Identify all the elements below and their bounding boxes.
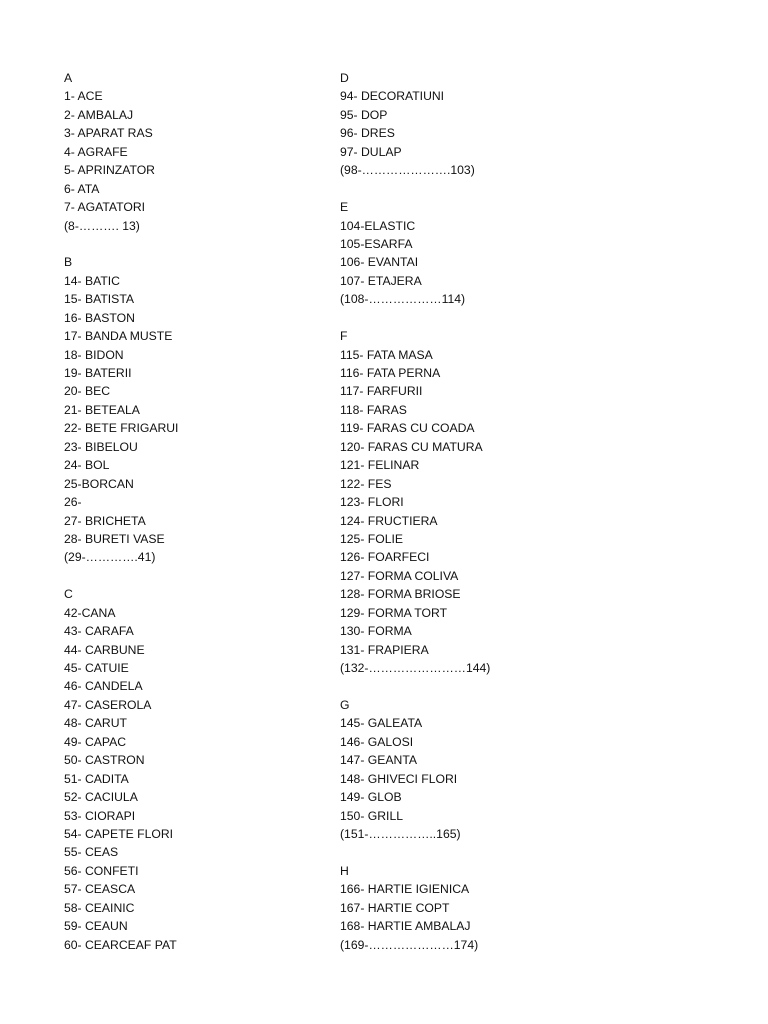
list-item: 47- CASEROLA <box>64 697 152 712</box>
list-item: 6- ATA <box>64 181 100 196</box>
list-item: 22- BETE FRIGARUI <box>64 421 179 436</box>
list-item: 128- FORMA BRIOSE <box>340 587 461 602</box>
list-item: 167- HARTIE COPT <box>340 900 450 915</box>
list-item: (151-……………..165) <box>340 826 461 841</box>
list-item: 49- CAPAC <box>64 734 127 749</box>
list-item: 14- BATIC <box>64 273 120 288</box>
list-item: 57- CEASCA <box>64 882 136 897</box>
section-spacer <box>64 235 324 253</box>
list-item: 3- APARAT RAS <box>64 126 153 141</box>
list-item: 52- CACIULA <box>64 790 138 805</box>
list-item: 27- BRICHETA <box>64 513 146 528</box>
list-item: 2- AMBALAJ <box>64 107 134 122</box>
list-item: 24- BOL <box>64 458 110 473</box>
list-item: 115- FATA MASA <box>340 347 433 362</box>
list-item: 28- BURETI VASE <box>64 531 165 546</box>
list-item: 21- BETEALA <box>64 402 140 417</box>
list-item: 147- GEANTA <box>340 753 417 768</box>
list-item: 146- GALOSI <box>340 734 414 749</box>
section-letter-heading: D <box>340 71 349 85</box>
section-spacer <box>340 309 600 327</box>
list-item: 96- DRES <box>340 126 395 141</box>
list-item: 106- EVANTAI <box>340 255 419 270</box>
section-spacer <box>64 567 324 585</box>
list-item: (132-……………………144) <box>340 661 491 675</box>
list-item: 16- BASTON <box>64 310 135 325</box>
list-item: 44- CARBUNE <box>64 642 145 657</box>
right-column <box>340 69 600 954</box>
list-item: 18- BIDON <box>64 347 124 362</box>
list-item: (98-………………….103) <box>340 163 475 178</box>
list-item: 116- FATA PERNA <box>340 366 441 380</box>
list-item: 51- CADITA <box>64 771 129 786</box>
list-item: (29-………….41) <box>64 550 156 565</box>
list-item: 17- BANDA MUSTE <box>64 329 173 344</box>
list-item: 127- FORMA COLIVA <box>340 568 459 583</box>
list-item: 168- HARTIE AMBALAJ <box>340 919 471 934</box>
list-item: 59- CEAUN <box>64 919 128 934</box>
list-item: 95- DOP <box>340 107 388 122</box>
section-letter-heading: A <box>64 71 73 85</box>
list-item: (8-………. 13) <box>64 218 140 233</box>
list-item: 122- FES <box>340 476 392 491</box>
list-item: 43- CARAFA <box>64 624 134 639</box>
list-item: 56- CONFETI <box>64 863 139 878</box>
list-item: 25-BORCAN <box>64 476 134 491</box>
list-item: 5- APRINZATOR <box>64 163 155 178</box>
list-item: 7- AGATATORI <box>64 200 146 215</box>
list-item: 166- HARTIE IGIENICA <box>340 882 470 897</box>
list-item: 150- GRILL <box>340 808 404 823</box>
list-item: (169-…………………174) <box>340 937 479 952</box>
section-letter-heading: F <box>340 329 348 344</box>
section-letter-heading: H <box>340 863 349 878</box>
list-item: 105-ESARFA <box>340 236 413 251</box>
list-item: 4- AGRAFE <box>64 144 128 159</box>
list-item: 104-ELASTIC <box>340 218 416 233</box>
list-item: 118- FARAS <box>340 402 407 417</box>
list-item: 130- FORMA <box>340 624 412 639</box>
list-item: 117- FARFURII <box>340 384 423 399</box>
section-spacer <box>340 180 600 198</box>
list-item: 48- CARUT <box>64 716 127 731</box>
list-item: 129- FORMA TORT <box>340 605 448 620</box>
list-item: 1- ACE <box>64 89 103 104</box>
list-item: (108-………………114) <box>340 292 466 307</box>
list-item: 126- FOARFECI <box>340 550 430 565</box>
list-item: 149- GLOB <box>340 790 402 805</box>
list-item: 26- <box>64 495 82 510</box>
list-item: 121- FELINAR <box>340 458 420 473</box>
list-item: 60- CEARCEAF PAT <box>64 937 177 952</box>
list-item: 107- ETAJERA <box>340 273 422 288</box>
list-item: 125- FOLIE <box>340 531 403 546</box>
list-item: 97- DULAP <box>340 144 402 159</box>
list-item: 124- FRUCTIERA <box>340 513 438 528</box>
list-item: 46- CANDELA <box>64 679 143 694</box>
section-spacer <box>340 677 600 695</box>
section-spacer <box>340 843 600 861</box>
list-item: 58- CEAINIC <box>64 900 135 915</box>
left-column <box>64 69 324 954</box>
list-item: 54- CAPETE FLORI <box>64 826 174 841</box>
list-item: 123- FLORI <box>340 495 404 510</box>
section-letter-heading: G <box>340 697 350 712</box>
list-item: 23- BIBELOU <box>64 439 138 454</box>
list-item: 42-CANA <box>64 605 116 620</box>
list-item: 19- BATERII <box>64 366 132 380</box>
section-letter-heading: E <box>340 200 349 215</box>
list-item: 50- CASTRON <box>64 753 145 768</box>
list-item: 131- FRAPIERA <box>340 642 429 657</box>
section-letter-heading: C <box>64 587 73 602</box>
list-item: 148- GHIVECI FLORI <box>340 771 458 786</box>
list-item: 45- CATUIE <box>64 661 129 675</box>
list-item: 120- FARAS CU MATURA <box>340 439 483 454</box>
section-letter-heading: B <box>64 255 73 270</box>
list-item: 94- DECORATIUNI <box>340 89 445 104</box>
list-item: 15- BATISTA <box>64 292 134 307</box>
list-item: 20- BEC <box>64 384 111 399</box>
list-item: 119- FARAS CU COADA <box>340 421 475 436</box>
list-item: 55- CEAS <box>64 845 119 860</box>
list-item: 145- GALEATA <box>340 716 423 731</box>
list-item: 53- CIORAPI <box>64 808 136 823</box>
